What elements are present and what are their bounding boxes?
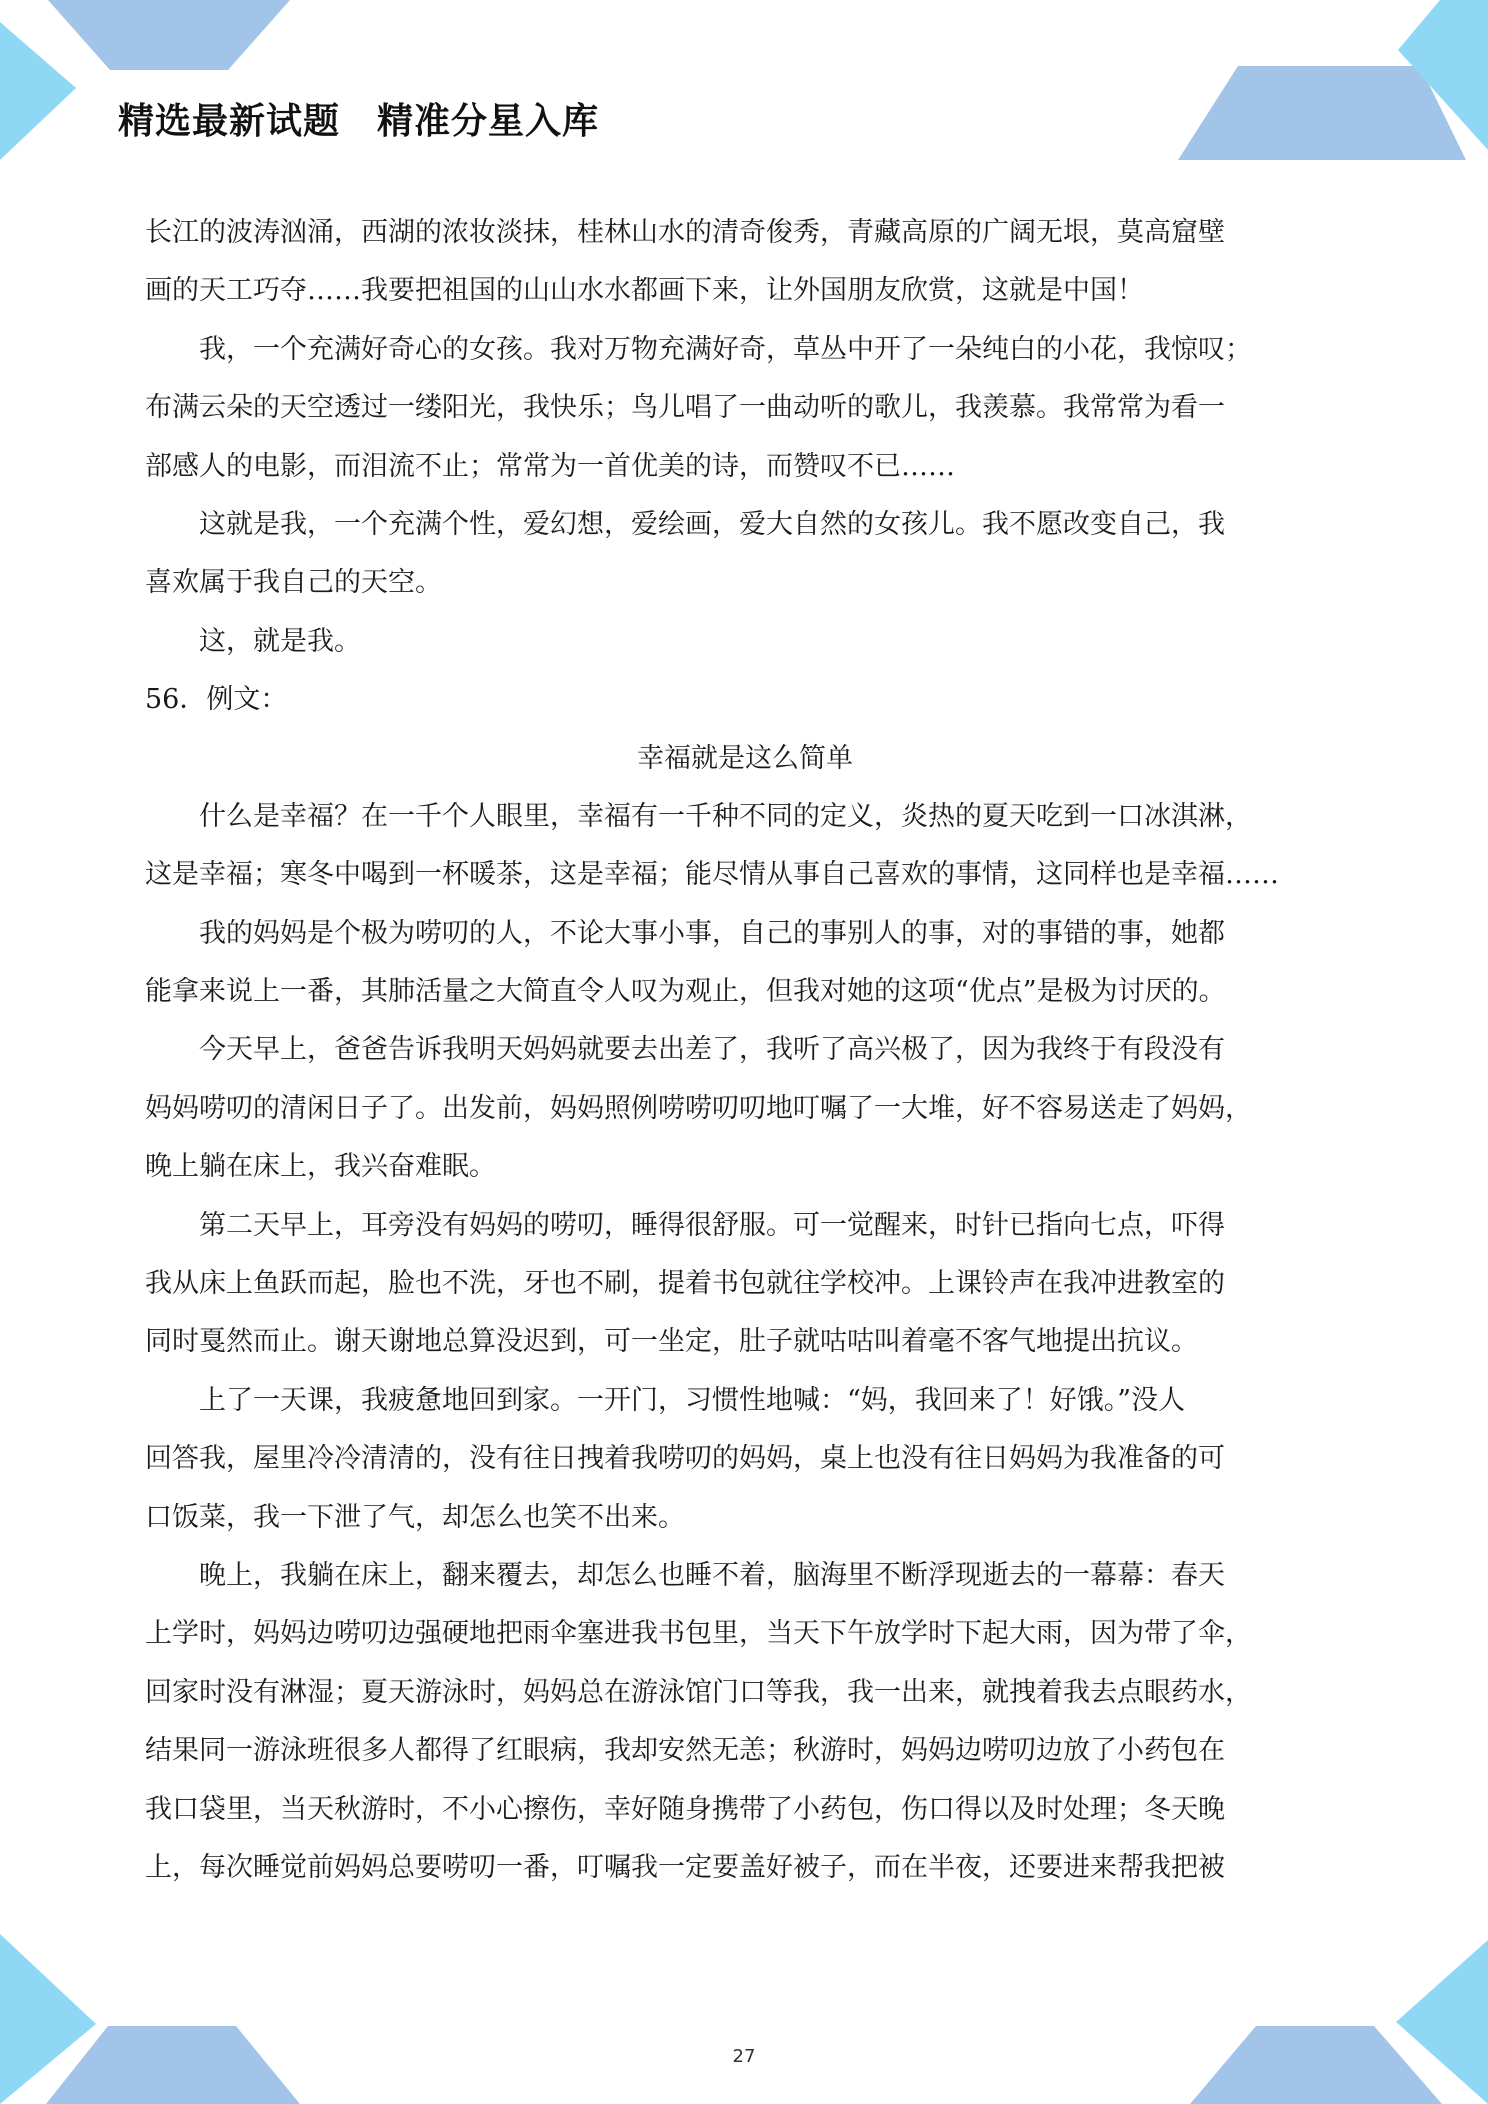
text-line: 布满云朵的天空透过一缕阳光，我快乐；鸟儿唱了一曲动听的歌儿，我羡慕。我常常为看一 — [145, 392, 1225, 424]
text-line: 部感人的电影，而泪流不止；常常为一首优美的诗，而赞叹不已…… — [145, 450, 955, 482]
text-line: 今天早上，爸爸告诉我明天妈妈就要去出差了，我听了高兴极了，因为我终于有段没有 — [199, 1034, 1225, 1066]
text-line: 喜欢属于我自己的天空。 — [145, 567, 442, 599]
text-line: 这，就是我。 — [199, 625, 361, 657]
text-line: 妈妈唠叨的清闲日子了。出发前，妈妈照例唠唠叨叨地叮嘱了一大堆，好不容易送走了妈妈， — [145, 1092, 1252, 1124]
text-line: 这是幸福；寒冬中喝到一杯暖茶，这是幸福；能尽情从事自己喜欢的事情，这同样也是幸福…… — [145, 859, 1279, 891]
text-line: 这就是我，一个充满个性，爱幻想，爱绘画，爱大自然的女孩儿。我不愿改变自己，我 — [199, 508, 1225, 540]
text-line: 回答我，屋里冷冷清清的，没有往日拽着我唠叨的妈妈，桌上也没有往日妈妈为我准备的可 — [145, 1443, 1225, 1475]
document-body — [145, 204, 1345, 1897]
text-line: 结果同一游泳班很多人都得了红眼病，我却安然无恙；秋游时，妈妈边唠叨边放了小药包在 — [145, 1735, 1225, 1767]
text-line: 56．例文： — [145, 684, 288, 716]
top-left-triangle — [0, 22, 76, 160]
text-line: 画的天工巧夺……我要把祖国的山山水水都画下来，让外国朋友欣赏，这就是中国！ — [145, 275, 1144, 307]
text-line: 我口袋里，当天秋游时，不小心擦伤，幸好随身携带了小药包，伤口得以及时处理；冬天晚 — [145, 1793, 1225, 1825]
text-line: 我的妈妈是个极为唠叨的人，不论大事小事，自己的事别人的事，对的事错的事，她都 — [199, 917, 1225, 949]
text-line: 什么是幸福？在一千个人眼里，幸福有一千种不同的定义，炎热的夏天吃到一口冰淇淋， — [199, 800, 1252, 832]
text-line: 上了一天课，我疲惫地回到家。一开门，习惯性地喊：“妈，我回来了！好饿。”没人 — [199, 1384, 1186, 1416]
text-line: 上，每次睡觉前妈妈总要唠叨一番，叮嘱我一定要盖好被子，而在半夜，还要进来帮我把被 — [145, 1851, 1225, 1883]
text-line: 我，一个充满好奇心的女孩。我对万物充满好奇，草丛中开了一朵纯白的小花，我惊叹； — [199, 333, 1252, 365]
text-line: 长江的波涛汹涌，西湖的浓妆淡抹，桂林山水的清奇俊秀，青藏高原的广阔无垠，莫高窟壁 — [145, 217, 1225, 248]
text-line: 第二天早上，耳旁没有妈妈的唠叨，睡得很舒服。可一觉醒来，时针已指向七点，吓得 — [199, 1209, 1225, 1241]
text-line: 口饭菜，我一下泄了气，却怎么也笑不出来。 — [145, 1501, 685, 1533]
top-right-trapezoid — [1178, 66, 1466, 160]
text-line: 上学时，妈妈边唠叨边强硬地把雨伞塞进我书包里，当天下午放学时下起大雨，因为带了伞， — [145, 1618, 1252, 1650]
text-line: 我从床上鱼跃而起，脸也不洗，牙也不刷，提着书包就往学校冲。上课铃声在我冲进教室的 — [145, 1268, 1225, 1300]
text-line: 能拿来说上一番，其肺活量之大简直令人叹为观止，但我对她的这项“优点”是极为讨厌的。 — [145, 976, 1226, 1008]
text-line: 同时戛然而止。谢天谢地总算没迟到，可一坐定，肚子就咕咕叫着毫不客气地提出抗议。 — [145, 1326, 1198, 1358]
text-line: 晚上躺在床上，我兴奋难眠。 — [145, 1151, 496, 1183]
text-line: 回家时没有淋湿；夏天游泳时，妈妈总在游泳馆门口等我，我一出来，就拽着我去点眼药水， — [145, 1676, 1252, 1708]
essay-title: 幸福就是这么简单 — [637, 742, 853, 774]
text-line: 晚上，我躺在床上，翻来覆去，却怎么也睡不着，脑海里不断浮现逝去的一幕幕：春天 — [199, 1559, 1225, 1591]
page-number: 27 — [732, 2046, 756, 2067]
header-title: 精选最新试题 精准分星入库 — [118, 101, 600, 142]
top-left-trapezoid — [48, 0, 290, 70]
